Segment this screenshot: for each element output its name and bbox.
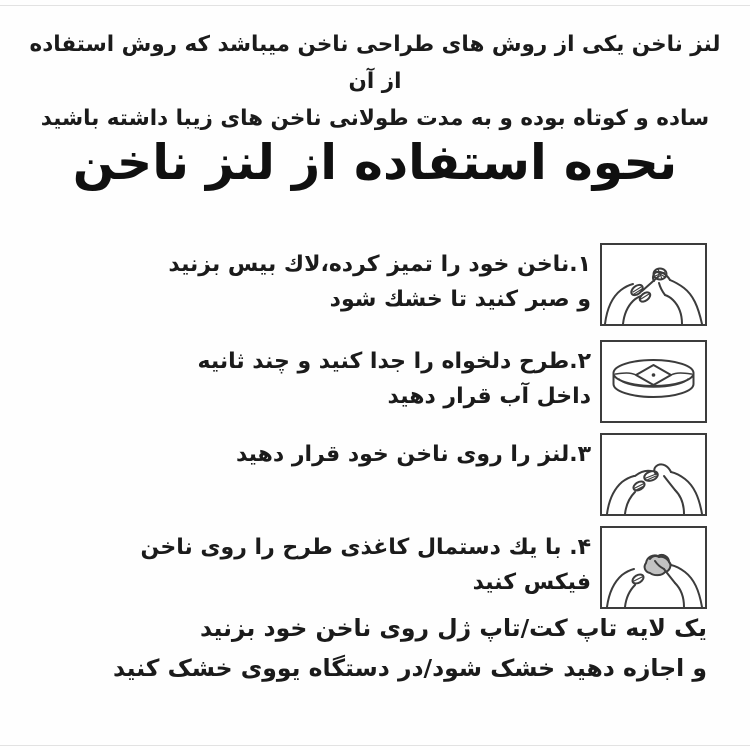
step4-line-2: فیكس كنید (472, 570, 591, 595)
step-row-4 (32, 526, 707, 609)
step3-icon-box (600, 433, 707, 516)
step4-icon-box (600, 526, 707, 609)
top-edge-line (0, 5, 750, 6)
step1-icon-box (600, 243, 707, 326)
steps-list (32, 243, 707, 609)
step2-icon-box (600, 340, 707, 423)
step4-line-1: ۴. با یك دستمال كاغذی طرح را روی ناخن (140, 535, 591, 560)
hands-pressing-tissue-on-nail-icon (602, 528, 705, 607)
step1-line-2: و صبر كنید تا خشك شود (329, 287, 591, 312)
hands-applying-base-coat-icon (602, 245, 705, 324)
page-title: نحوه استفاده از لنز ناخن (72, 134, 678, 191)
step-row-1 (32, 243, 707, 326)
step2-text (32, 340, 591, 414)
decal-in-water-bowl-icon (602, 342, 705, 421)
step-row-3 (32, 433, 707, 516)
step1-line-1: ۱.ناخن خود را تمیز كرده،لاك بیس بزنید (168, 252, 591, 277)
intro-line-1: لنز ناخن یکی از روش های طراحی ناخن میباشد که روش استفاده از آن (29, 32, 721, 94)
intro-paragraph (28, 26, 722, 137)
hands-placing-lens-on-nail-icon (602, 435, 705, 514)
step-row-2 (32, 340, 707, 423)
step3-text (32, 433, 591, 472)
footer-line-1: یک لایه تاپ کت/تاپ ژل روی ناخن خود بزنید (199, 614, 707, 642)
bottom-edge-line (0, 745, 750, 746)
step2-line-1: ۲.طرح دلخواه را جدا كنید و چند ثانیه (197, 349, 591, 374)
footer-note (16, 608, 707, 688)
footer-line-2: و اجازه دهید خشک شود/در دستگاه یووی خشک کنید (113, 654, 707, 682)
step1-text (32, 243, 591, 317)
step3-line-1: ۳.لنز را روی ناخن خود قرار دهید (235, 442, 591, 467)
intro-line-2: ساده و کوتاه بوده و به مدت طولانی ناخن های زیبا داشته باشید (40, 106, 710, 131)
step4-text (32, 526, 591, 600)
step2-line-2: داخل آب قرار دهید (387, 384, 591, 409)
